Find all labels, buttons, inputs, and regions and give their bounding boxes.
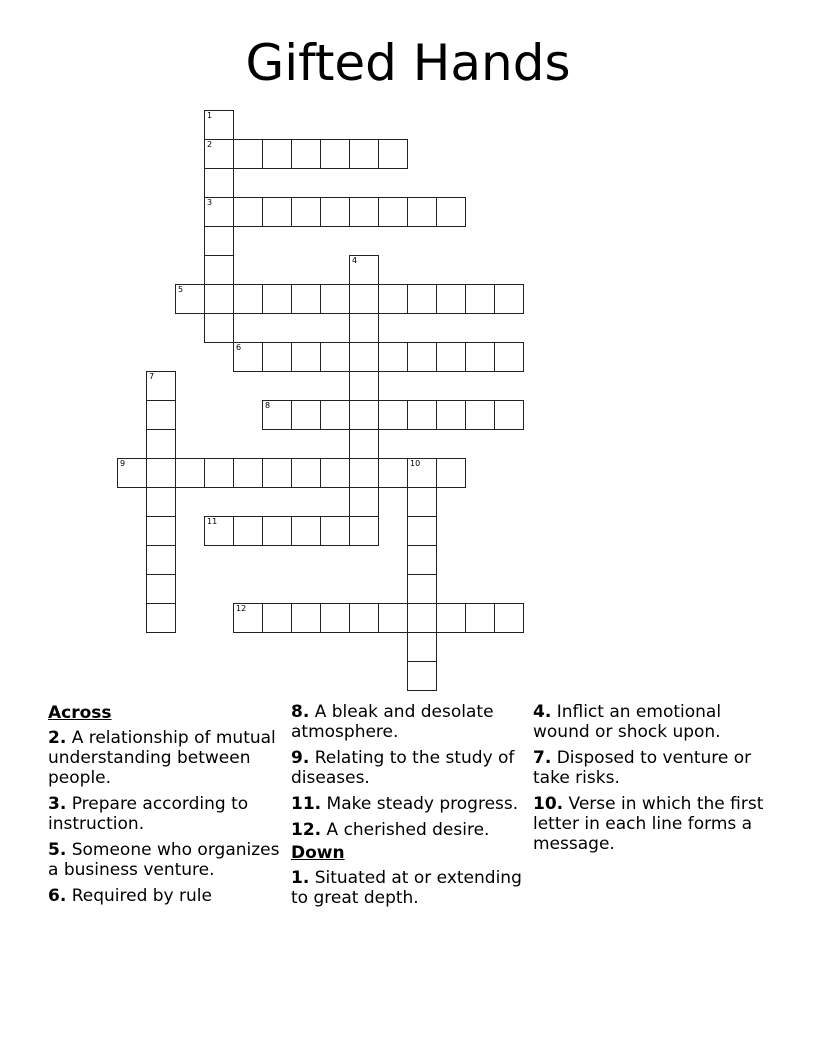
grid-cell[interactable] — [291, 400, 321, 430]
grid-cell[interactable] — [262, 400, 292, 430]
clue-across-6: 6. Required by rule — [48, 886, 212, 906]
grid-cell[interactable] — [204, 226, 234, 256]
grid-cell[interactable] — [233, 342, 263, 372]
grid-cell[interactable] — [262, 284, 292, 314]
grid-cell[interactable] — [465, 284, 495, 314]
cell-number: 9 — [120, 459, 126, 468]
clue-column-1 — [48, 702, 280, 912]
grid-cell[interactable] — [436, 458, 466, 488]
grid-cell[interactable] — [494, 400, 524, 430]
grid-cell[interactable] — [146, 458, 176, 488]
grid-cell[interactable] — [146, 545, 176, 575]
grid-cell[interactable] — [291, 342, 321, 372]
grid-cell[interactable] — [291, 139, 321, 169]
grid-cell[interactable] — [204, 168, 234, 198]
grid-cell[interactable] — [436, 603, 466, 633]
grid-cell[interactable] — [233, 516, 263, 546]
cell-number: 5 — [178, 285, 184, 294]
grid-cell[interactable] — [146, 516, 176, 546]
clue-down-7: 7. Disposed to venture or take risks. — [533, 748, 752, 788]
grid-cell[interactable] — [407, 342, 437, 372]
grid-cell[interactable] — [436, 284, 466, 314]
grid-cell[interactable] — [407, 661, 437, 691]
grid-cell[interactable] — [204, 197, 234, 227]
across-heading: Across — [48, 703, 112, 723]
grid-cell[interactable] — [233, 284, 263, 314]
grid-cell[interactable] — [291, 197, 321, 227]
grid-cell[interactable] — [349, 371, 379, 401]
grid-cell[interactable] — [204, 516, 234, 546]
grid-cell[interactable] — [349, 139, 379, 169]
grid-cell[interactable] — [494, 342, 524, 372]
grid-cell[interactable] — [233, 458, 263, 488]
grid-cell[interactable] — [320, 139, 350, 169]
clue-down-4: 4. Inflict an emotional wound or shock upon. — [533, 702, 722, 742]
cell-number: 7 — [149, 372, 155, 381]
clue-across-8: 8. A bleak and desolate atmosphere. — [291, 702, 494, 742]
grid-cell[interactable] — [349, 313, 379, 343]
grid-cell[interactable] — [407, 197, 437, 227]
puzzle-title: Gifted Hands — [245, 34, 571, 92]
grid-cell[interactable] — [349, 197, 379, 227]
clue-across-11: 11. Make steady progress. — [291, 794, 519, 814]
grid-cell[interactable] — [320, 516, 350, 546]
grid-cell[interactable] — [349, 458, 379, 488]
clue-down-10: 10. Verse in which the first letter in each line forms a message. — [533, 794, 764, 854]
grid-cell[interactable] — [262, 197, 292, 227]
grid-cell[interactable] — [349, 487, 379, 517]
grid-cell[interactable] — [407, 632, 437, 662]
grid-cell[interactable] — [175, 458, 205, 488]
grid-cell[interactable] — [436, 197, 466, 227]
grid-cell[interactable] — [349, 400, 379, 430]
grid-cell[interactable] — [378, 458, 408, 488]
grid-cell[interactable] — [407, 603, 437, 633]
grid-cell[interactable] — [407, 545, 437, 575]
grid-cell[interactable] — [494, 284, 524, 314]
grid-cell[interactable] — [465, 342, 495, 372]
grid-cell[interactable] — [320, 400, 350, 430]
grid-cell[interactable] — [291, 516, 321, 546]
grid-cell[interactable] — [349, 429, 379, 459]
grid-cell[interactable] — [233, 603, 263, 633]
grid-cell[interactable] — [204, 110, 234, 140]
grid-cell[interactable] — [436, 342, 466, 372]
grid-cell[interactable] — [204, 255, 234, 285]
grid-cell[interactable] — [233, 197, 263, 227]
grid-cell[interactable] — [262, 516, 292, 546]
clue-across-12: 12. A cherished desire. — [291, 820, 490, 840]
cell-number: 4 — [352, 256, 358, 265]
grid-cell[interactable] — [146, 574, 176, 604]
grid-cell[interactable] — [204, 284, 234, 314]
grid-cell[interactable] — [146, 371, 176, 401]
grid-cell[interactable] — [291, 284, 321, 314]
grid-cell[interactable] — [146, 487, 176, 517]
grid-cell[interactable] — [378, 400, 408, 430]
clue-column-3 — [533, 702, 765, 860]
grid-cell[interactable] — [204, 458, 234, 488]
clue-across-3: 3. Prepare according to instruction. — [48, 794, 249, 834]
clue-across-5: 5. Someone who organizes a business venture. — [48, 840, 280, 880]
grid-cell[interactable] — [407, 458, 437, 488]
cell-number: 11 — [207, 517, 218, 526]
grid-cell[interactable] — [378, 342, 408, 372]
grid-cell[interactable] — [349, 342, 379, 372]
cell-number: 10 — [410, 459, 421, 468]
grid-cell[interactable] — [320, 603, 350, 633]
grid-cell[interactable] — [349, 255, 379, 285]
grid-cell[interactable] — [204, 313, 234, 343]
cell-number: 1 — [207, 111, 213, 120]
grid-cell[interactable] — [349, 603, 379, 633]
cell-number: 12 — [236, 604, 247, 613]
grid-cell[interactable] — [175, 284, 205, 314]
grid-cell[interactable] — [465, 400, 495, 430]
grid-cell[interactable] — [407, 400, 437, 430]
grid-cell[interactable] — [320, 197, 350, 227]
grid-cell[interactable] — [146, 429, 176, 459]
grid-cell[interactable] — [349, 284, 379, 314]
grid-cell[interactable] — [262, 458, 292, 488]
grid-cell[interactable] — [436, 400, 466, 430]
grid-cell[interactable] — [465, 603, 495, 633]
grid-cell[interactable] — [320, 458, 350, 488]
grid-cell[interactable] — [378, 603, 408, 633]
grid-cell[interactable] — [320, 284, 350, 314]
grid-cell[interactable] — [378, 197, 408, 227]
grid-cell[interactable] — [378, 139, 408, 169]
grid-cell[interactable] — [204, 139, 234, 169]
grid-cell[interactable] — [320, 342, 350, 372]
grid-cell[interactable] — [262, 139, 292, 169]
grid-cell[interactable] — [407, 574, 437, 604]
grid-cell[interactable] — [262, 342, 292, 372]
grid-cell[interactable] — [291, 458, 321, 488]
cell-number: 6 — [236, 343, 242, 352]
grid-cell[interactable] — [262, 603, 292, 633]
grid-cell[interactable] — [146, 603, 176, 633]
cell-number: 2 — [207, 140, 213, 149]
cell-number: 3 — [207, 198, 213, 207]
down-heading: Down — [291, 843, 345, 863]
grid-cell[interactable] — [407, 284, 437, 314]
grid-cell[interactable] — [233, 139, 263, 169]
grid-cell[interactable] — [146, 400, 176, 430]
grid-cell[interactable] — [291, 603, 321, 633]
clue-column-2 — [291, 702, 523, 914]
grid-cell[interactable] — [349, 516, 379, 546]
clue-across-2: 2. A relationship of mutual understanding between people. — [48, 728, 276, 788]
clue-across-9: 9. Relating to the study of diseases. — [291, 748, 515, 788]
grid-cell[interactable] — [407, 487, 437, 517]
grid-cell[interactable] — [117, 458, 147, 488]
grid-cell[interactable] — [494, 603, 524, 633]
clue-down-1: 1. Situated at or extending to great depth. — [291, 868, 522, 908]
cell-number: 8 — [265, 401, 271, 410]
grid-cell[interactable] — [378, 284, 408, 314]
grid-cell[interactable] — [407, 516, 437, 546]
